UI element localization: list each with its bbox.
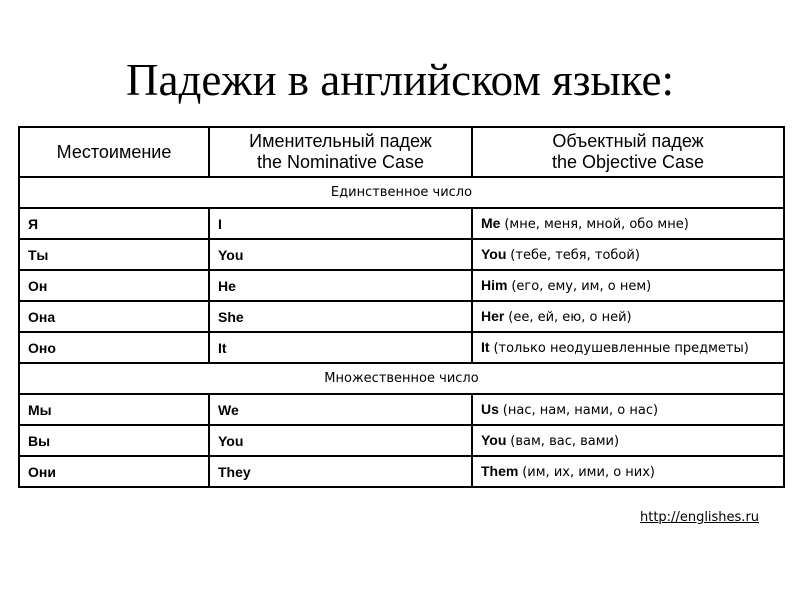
slide-title: Падежи в английском языке: [126, 55, 674, 105]
group-row-singular [19, 177, 784, 208]
header-objective-ru: Объектный падеж [552, 131, 704, 151]
table-row [19, 208, 784, 239]
table-row [19, 270, 784, 301]
objective-form: Us [481, 401, 499, 417]
cell-nominative: She [209, 301, 472, 332]
objective-form: Me [481, 215, 501, 231]
header-objective [472, 127, 784, 177]
cell-pronoun: Вы [19, 425, 209, 456]
cell-objective [472, 301, 784, 332]
table-row [19, 425, 784, 456]
cell-nominative: They [209, 456, 472, 487]
objective-form: Him [481, 277, 508, 293]
group-row-plural [19, 363, 784, 394]
objective-gloss: (его, ему, им, о нем) [511, 279, 652, 294]
cell-objective [472, 208, 784, 239]
table-row [19, 301, 784, 332]
cell-pronoun: Они [19, 456, 209, 487]
cell-nominative: He [209, 270, 472, 301]
objective-gloss: (нас, нам, нами, о нас) [502, 403, 659, 418]
cell-objective [472, 332, 784, 363]
cell-objective [472, 425, 784, 456]
cell-pronoun: Оно [19, 332, 209, 363]
source-link-text: http://englishes.ru [640, 510, 760, 525]
cell-pronoun: Она [19, 301, 209, 332]
cell-objective [472, 394, 784, 425]
table-row [19, 239, 784, 270]
objective-form: You [481, 246, 507, 262]
cell-objective [472, 456, 784, 487]
header-pronoun-label: Местоимение [56, 141, 172, 162]
objective-form: It [481, 339, 490, 355]
header-pronoun [19, 127, 209, 177]
objective-gloss: (тебе, тебя, тобой) [510, 248, 640, 263]
cell-nominative: You [209, 239, 472, 270]
cell-nominative: I [209, 208, 472, 239]
cell-objective [472, 270, 784, 301]
cell-objective [472, 239, 784, 270]
objective-form: Them [481, 463, 519, 479]
cell-pronoun: Я [19, 208, 209, 239]
group-label-plural: Множественное число [19, 363, 784, 394]
header-objective-en: the Objective Case [551, 152, 705, 172]
objective-form: You [481, 432, 507, 448]
objective-gloss: (им, их, ими, о них) [522, 465, 656, 480]
objective-gloss: (только неодушевленные предметы) [493, 341, 749, 356]
objective-form: Her [481, 308, 505, 324]
header-nominative [209, 127, 472, 177]
header-nominative-en: the Nominative Case [256, 152, 425, 172]
table-header-row [19, 127, 784, 177]
cell-nominative: We [209, 394, 472, 425]
cell-pronoun: Мы [19, 394, 209, 425]
objective-gloss: (вам, вас, вами) [510, 434, 620, 449]
group-label-singular: Единственное число [19, 177, 784, 208]
source-link[interactable] [640, 509, 784, 527]
objective-gloss: (ее, ей, ею, о ней) [508, 310, 632, 325]
header-nominative-ru: Именительный падеж [249, 131, 432, 151]
pronoun-case-table [18, 126, 785, 488]
cell-pronoun: Ты [19, 239, 209, 270]
table-row [19, 394, 784, 425]
table-row [19, 332, 784, 363]
cell-nominative: It [209, 332, 472, 363]
table-row [19, 456, 784, 487]
cell-nominative: You [209, 425, 472, 456]
cell-pronoun: Он [19, 270, 209, 301]
objective-gloss: (мне, меня, мной, обо мне) [504, 217, 689, 232]
